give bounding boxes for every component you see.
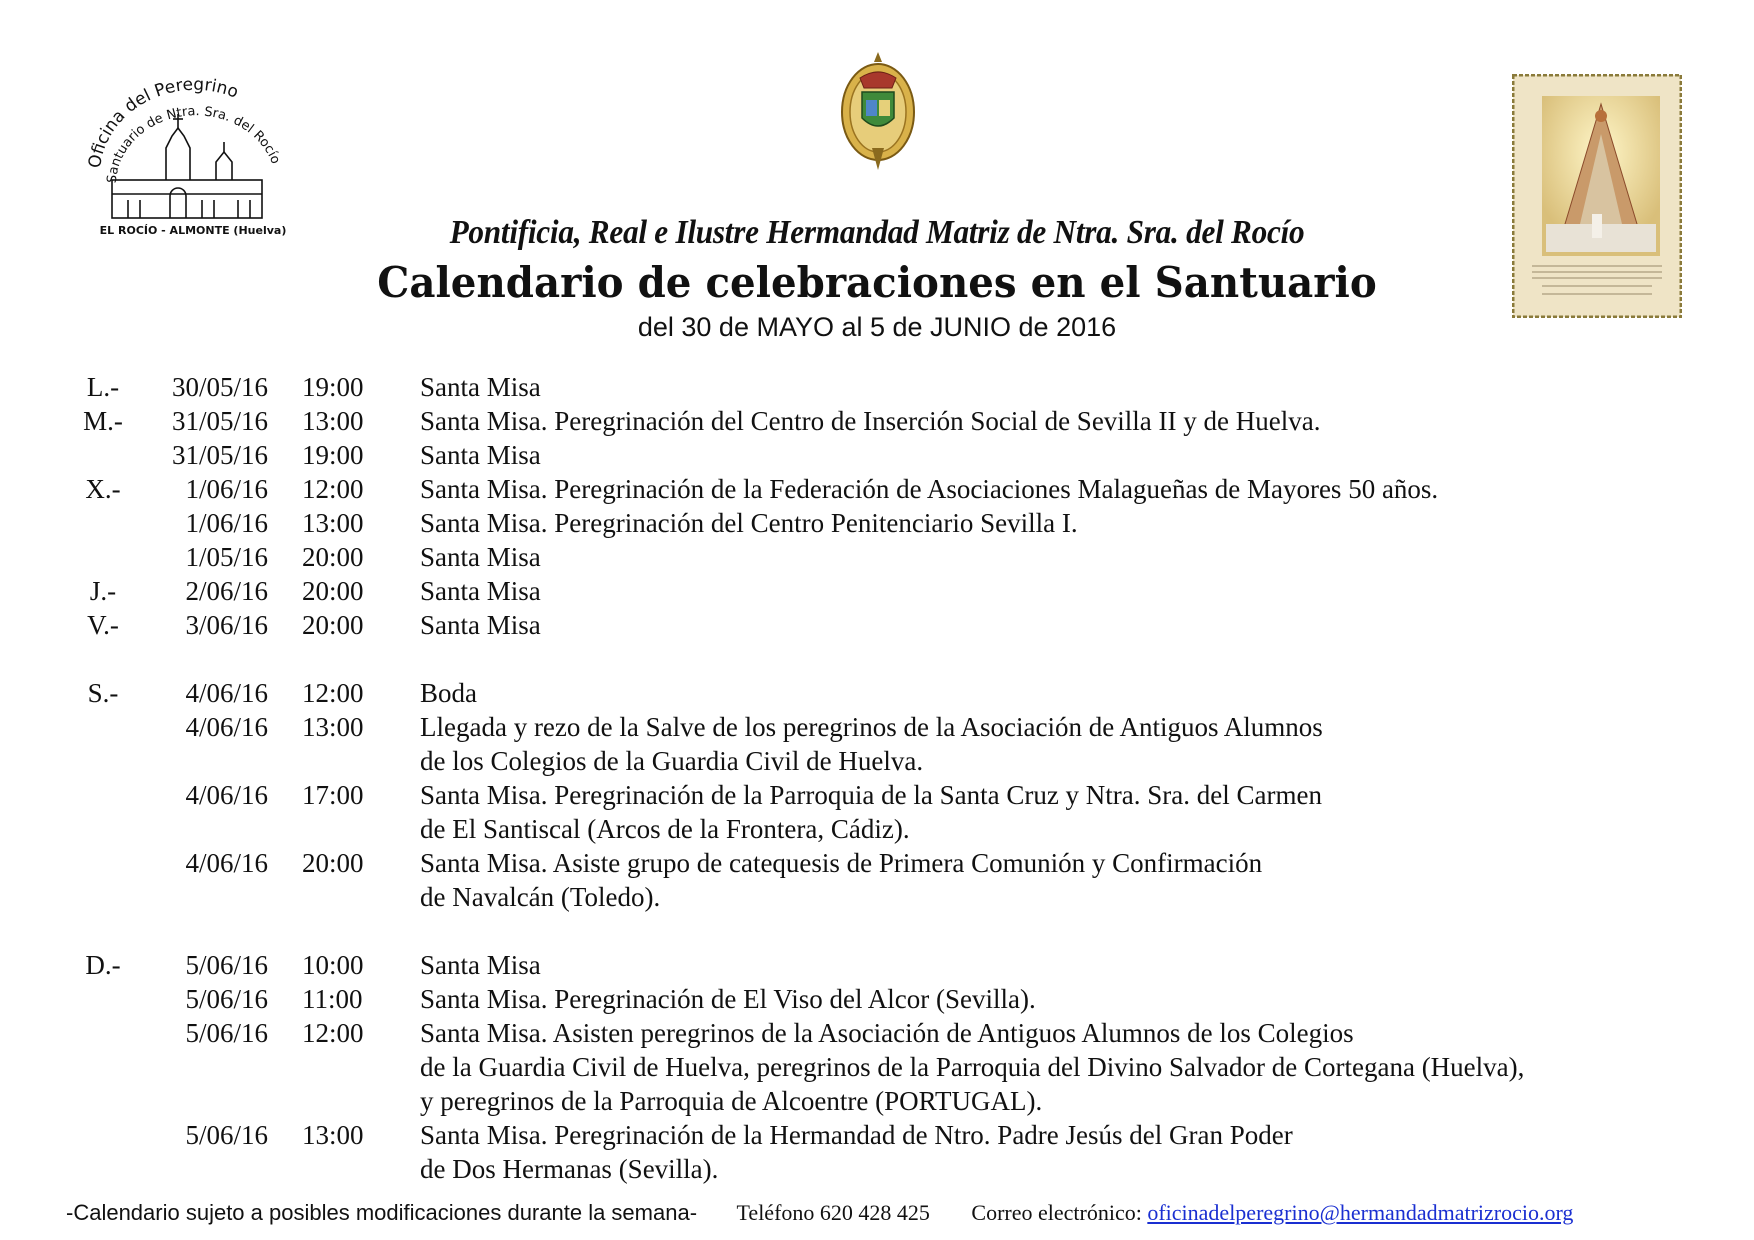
event-time: 20:00: [302, 848, 364, 878]
email-contact: [971, 1200, 1573, 1225]
event-date: 4/06/16: [185, 678, 268, 708]
event-date: 5/06/16: [185, 1120, 268, 1150]
event-description: de los Colegios de la Guardia Civil de Huelva.: [420, 746, 924, 776]
event-description: Santa Misa: [420, 440, 541, 470]
event-date: 5/06/16: [185, 950, 268, 980]
event-description: de la Guardia Civil de Huelva, peregrinos de la Parroquia del Divino Salvador de Cortegana (Huelva),: [420, 1052, 1525, 1082]
email-label: Correo electrónico:: [971, 1200, 1142, 1225]
event-description: Santa Misa. Peregrinación de la Hermandad de Ntro. Padre Jesús del Gran Poder: [420, 1120, 1293, 1150]
event-date: 4/06/16: [185, 712, 268, 742]
event-description: Santa Misa. Peregrinación del Centro Penitenciario Sevilla I.: [420, 508, 1078, 538]
schedule-row: [0, 540, 1754, 574]
footer: [66, 1200, 1573, 1226]
schedule-row-continuation: [0, 1152, 1754, 1186]
schedule-spacer: [0, 914, 1754, 948]
event-description: Santa Misa: [420, 372, 541, 402]
email-link[interactable]: oficinadelperegrino@hermandadmatrizrocio.org: [1147, 1200, 1574, 1225]
coat-of-arms-icon: [838, 48, 918, 176]
schedule-spacer: [0, 642, 1754, 676]
schedule-row: [0, 1016, 1754, 1050]
day-label: S.-: [87, 678, 119, 708]
event-description: Santa Misa. Asisten peregrinos de la Asociación de Antiguos Alumnos de los Colegios: [420, 1018, 1354, 1048]
schedule-row: [0, 676, 1754, 710]
event-description: Boda: [420, 678, 477, 708]
schedule-row-continuation: [0, 880, 1754, 914]
schedule-row: [0, 710, 1754, 744]
event-time: 10:00: [302, 950, 364, 980]
day-label: M.-: [83, 406, 123, 436]
schedule-row-continuation: [0, 1084, 1754, 1118]
event-date: 1/06/16: [185, 508, 268, 538]
event-time: 17:00: [302, 780, 364, 810]
schedule-row: [0, 404, 1754, 438]
schedule-row: [0, 608, 1754, 642]
event-time: 13:00: [302, 1120, 364, 1150]
event-time: 13:00: [302, 712, 364, 742]
event-date: 1/06/16: [185, 474, 268, 504]
schedule-row-continuation: [0, 812, 1754, 846]
organization-title: Pontificia, Real e Ilustre Hermandad Matriz de Ntra. Sra. del Rocío: [449, 214, 1305, 251]
schedule-row: [0, 506, 1754, 540]
event-description: Santa Misa. Peregrinación del Centro de Inserción Social de Sevilla II y de Huelva.: [420, 406, 1321, 436]
schedule-row: [0, 846, 1754, 880]
event-date: 4/06/16: [185, 848, 268, 878]
event-description: y peregrinos de la Parroquia de Alcoentre (PORTUGAL).: [420, 1086, 1043, 1116]
event-time: 13:00: [302, 406, 364, 436]
event-date: 5/06/16: [185, 984, 268, 1014]
event-description: Santa Misa. Asiste grupo de catequesis de Primera Comunión y Confirmación: [420, 848, 1263, 878]
event-time: 20:00: [302, 610, 364, 640]
day-label: X.-: [85, 474, 121, 504]
day-label: V.-: [87, 610, 119, 640]
event-description: Santa Misa: [420, 950, 541, 980]
event-time: 20:00: [302, 542, 364, 572]
phone-number: Teléfono 620 428 425: [736, 1200, 930, 1225]
event-date: 5/06/16: [185, 1018, 268, 1048]
schedule-row: [0, 1118, 1754, 1152]
event-description: de Navalcán (Toledo).: [420, 882, 661, 912]
event-time: 19:00: [302, 372, 364, 402]
date-range-subtitle: del 30 de MAYO al 5 de JUNIO de 2016: [637, 312, 1117, 342]
page-title: Calendario de celebraciones en el Santuario: [377, 258, 1377, 307]
event-date: 3/06/16: [185, 610, 268, 640]
logo-caption: EL ROCÍO - ALMONTE (Huelva): [99, 224, 287, 237]
event-description: Santa Misa. Peregrinación de la Federación de Asociaciones Malagueñas de Mayores 50 años.: [420, 474, 1439, 504]
schedule-row: [0, 574, 1754, 608]
logo-arc-inner-text: Santuario de Ntra. Sra. del Rocío: [104, 104, 283, 184]
event-description: Santa Misa: [420, 610, 541, 640]
celebrations-schedule: [0, 370, 1754, 1186]
schedule-row: [0, 472, 1754, 506]
event-date: 4/06/16: [185, 780, 268, 810]
event-description: Llegada y rezo de la Salve de los peregrinos de la Asociación de Antiguos Alumnos: [420, 712, 1323, 742]
day-label: J.-: [89, 576, 117, 606]
event-date: 31/05/16: [171, 406, 268, 436]
event-description: de El Santiscal (Arcos de la Frontera, Cádiz).: [420, 814, 910, 844]
event-date: 2/06/16: [185, 576, 268, 606]
event-description: Santa Misa: [420, 542, 541, 572]
disclaimer-note: -Calendario sujeto a posibles modificaciones durante la semana-: [66, 1200, 698, 1225]
logo-arc-text: Oficina del Peregrino: [85, 74, 242, 170]
day-label: L.-: [86, 372, 120, 402]
event-time: 19:00: [302, 440, 364, 470]
schedule-row-continuation: [0, 1050, 1754, 1084]
event-date: 30/05/16: [171, 372, 268, 402]
schedule-row: [0, 438, 1754, 472]
event-time: 20:00: [302, 576, 364, 606]
event-description: de Dos Hermanas (Sevilla).: [420, 1154, 719, 1184]
schedule-row: [0, 982, 1754, 1016]
event-description: Santa Misa. Peregrinación de la Parroquia de la Santa Cruz y Ntra. Sra. del Carmen: [420, 780, 1322, 810]
event-time: 12:00: [302, 474, 364, 504]
event-time: 12:00: [302, 678, 364, 708]
event-date: 1/05/16: [185, 542, 268, 572]
event-time: 13:00: [302, 508, 364, 538]
schedule-row: [0, 948, 1754, 982]
schedule-row: [0, 370, 1754, 404]
schedule-row-continuation: [0, 744, 1754, 778]
event-description: Santa Misa: [420, 576, 541, 606]
event-description: Santa Misa. Peregrinación de El Viso del Alcor (Sevilla).: [420, 984, 1036, 1014]
event-time: 11:00: [302, 984, 363, 1014]
event-time: 12:00: [302, 1018, 364, 1048]
event-date: 31/05/16: [171, 440, 268, 470]
schedule-row: [0, 778, 1754, 812]
day-label: D.-: [85, 950, 121, 980]
